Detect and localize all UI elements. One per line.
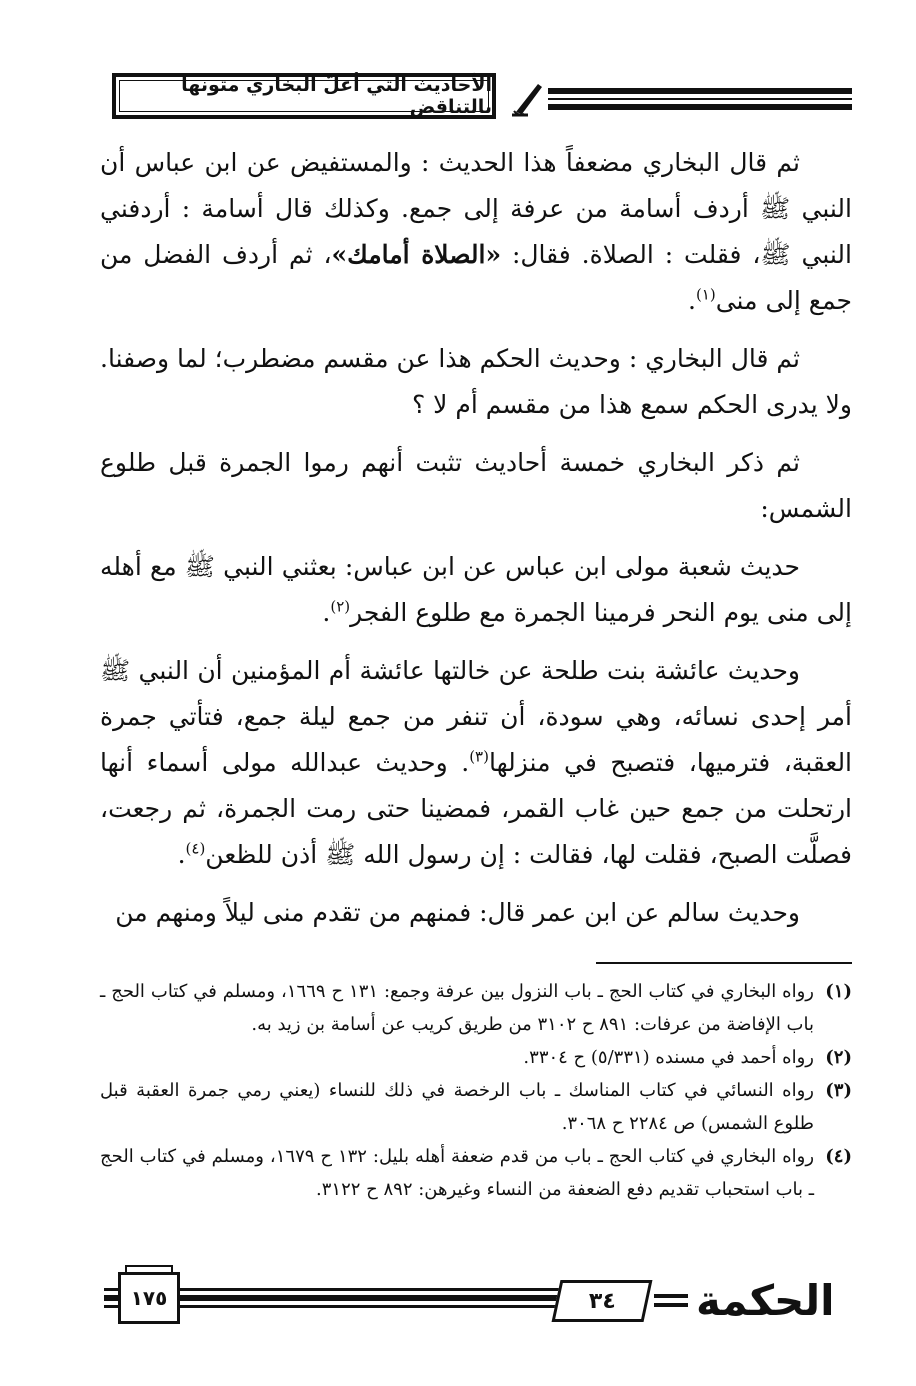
footnote-number: (١) — [825, 981, 852, 1002]
footnote-ref-2[interactable]: (٢) — [330, 597, 351, 616]
paragraph-6: وحديث سالم عن ابن عمر قال: فمنهم من تقدم منى ليلاً ومنهم من — [115, 898, 800, 927]
footnote-ref-4[interactable]: (٤) — [185, 839, 206, 858]
footer-rule — [654, 1294, 688, 1298]
footnote-separator — [596, 962, 852, 964]
footnote-4 — [100, 1140, 852, 1206]
running-title-box — [112, 73, 496, 119]
paragraph-5: وحديث عائشة بنت طلحة عن خالتها عائشة أم المؤمنين أن النبي ﷺ أمر إحدى نسائه، وهي سودة، أن تنفر من جمع ليلة جمع، فتأتي جمرة العقبة، فترميها، فتصبح في منزلها$^{(٣)}$. وحديث عبدالله مولى أسماء أنها ارتحلت من جمع حين غاب القمر، فمضينا حتى رمت الجمرة، ثم رجعت، فصلَّت الصبح، فقلت لها، فقالت : إن رسول الله ﷺ أذن للظعن$^{(٤)}$. — [100, 656, 853, 869]
footer-rule — [654, 1303, 688, 1307]
page-footer — [0, 1268, 916, 1338]
header-rules — [548, 88, 852, 114]
paragraph-3: ثم ذكر البخاري خمسة أحاديث تثبت أنهم رموا الجمرة قبل طلوع الشمس: — [100, 448, 852, 523]
page-number: ١٧٥ — [118, 1272, 180, 1324]
paragraph-2: ثم قال البخاري : وحديث الحكم هذا عن مقسم مضطرب؛ لما وصفنا. ولا يدرى الحكم سمع هذا من مقسم أم لا ؟ — [100, 344, 852, 419]
footnote-ref-1[interactable]: (١) — [695, 285, 716, 304]
paragraph-1: ثم قال البخاري مضعفاً هذا الحديث : والمستفيض عن ابن عباس أن النبي ﷺ أردف أسامة من عرفة إلى جمع. وكذلك قال أسامة : أردفني النبي ﷺ، فقلت : الصلاة. فقال: «الصلاة أمامك»، ثم أردف الفضل من جمع إلى منى$^{(١)}$. — [100, 148, 852, 315]
pen-icon — [508, 78, 548, 118]
footnotes — [100, 975, 852, 1206]
footnote-number: (٣) — [825, 1080, 852, 1101]
footnote-text: رواه أحمد في مسنده (٥/٣٣١) ح ٣٣٠٤. — [523, 1047, 814, 1068]
main-text — [100, 140, 852, 948]
quote-text: «الصلاة أمامك» — [331, 240, 502, 269]
magazine-logo: الحكمة — [696, 1276, 835, 1325]
running-title: الأحاديث التي أعلّ البخاري متونها بالتناقض — [181, 74, 492, 118]
footnote-1 — [100, 975, 852, 1041]
footnote-number: (٤) — [825, 1146, 852, 1167]
footnote-number: (٢) — [825, 1047, 852, 1068]
footnote-2 — [100, 1041, 852, 1074]
footnote-3 — [100, 1074, 852, 1140]
footnote-text: رواه البخاري في كتاب الحج ـ باب من قدم ضعفة أهله بليل: ١٣٢ ح ١٦٧٩، ومسلم في كتاب الحج ـ باب استحباب تقديم دفع الضعفة من النساء وغيرهن: ٨٩٢ ح ٣١٢٢. — [100, 1146, 815, 1200]
paragraph-4: حديث شعبة مولى ابن عباس عن ابن عباس: بعثني النبي ﷺ مع أهله إلى منى يوم النحر فرمينا الجمرة مع طلوع الفجر$^{(٢)}$. — [100, 552, 852, 627]
footnote-text: رواه النسائي في كتاب المناسك ـ باب الرخصة في ذلك للنساء (يعني رمي جمرة العقبة قبل طلوع الشمس) ص ٢٢٨٤ ح ٣٠٦٨. — [100, 1080, 814, 1134]
issue-number-badge: ٣٤ — [552, 1280, 653, 1322]
footnote-text: رواه البخاري في كتاب الحج ـ باب النزول بين عرفة وجمع: ١٣١ ح ١٦٦٩، ومسلم في كتاب الحج ـ باب الإفاضة من عرفات: ٨٩١ ح ٣١٠٢ من طريق كريب عن أسامة بن زيد به. — [100, 981, 814, 1035]
footnote-ref-3[interactable]: (٣) — [469, 747, 489, 766]
page-header — [0, 70, 916, 130]
